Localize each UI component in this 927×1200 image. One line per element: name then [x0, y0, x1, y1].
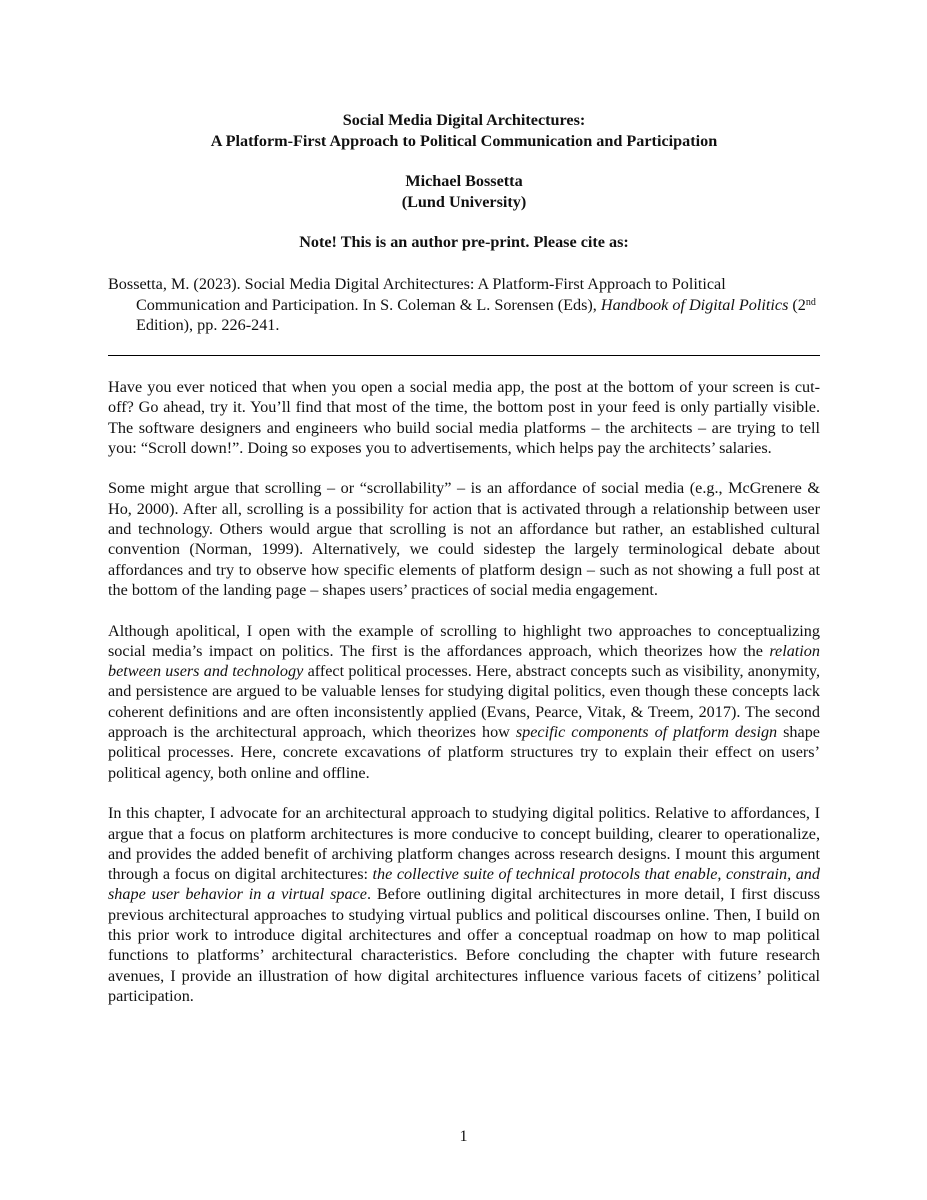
citation-edition: (2	[792, 295, 806, 314]
citation-book-title: Handbook of Digital Politics	[600, 295, 789, 314]
paragraph-4	[108, 803, 820, 1006]
paragraph-4-text-a: In this chapter, I advocate for an architectural approach to studying digital politics. Relative to affordances, I argue that a focus on platform architectures is more conducive to concept building, clearer to operationalize, and provides the added benefit of archiving platform changes across research designs. I mount this argument through a focus on digital architectures:	[108, 804, 820, 884]
paragraph-3-emphasis-1: relation between users and technology	[108, 641, 820, 681]
paragraph-3-text-c: shape political processes. Here, concrete excavations of platform structures try to explain their effect on users’ political agency, both online and offline.	[108, 723, 820, 782]
paper-title-line-2: A Platform-First Approach to Political Communication and Participation	[210, 131, 718, 150]
paragraph-3-emphasis-2: specific components of platform design	[515, 723, 778, 742]
author-affiliation: (Lund University)	[401, 192, 527, 211]
body-text	[108, 377, 820, 1027]
page-number: 1	[459, 1127, 468, 1145]
paragraph-4-text-b: . Before outlining digital architectures in more detail, I first discuss previous architectural approaches to studying virtual publics and political discourses online. Then, I build on this prior work to introduce digital architectures and offer a conceptual roadmap on how to map political functions to platforms’ architectural characteristics. Before concluding the chapter with future research avenues, I provide an illustration of how digital architectures influence various facets of citizens’ political participation.	[108, 885, 821, 1005]
citation-text: Bossetta, M. (2023). Social Media Digital Architectures: A Platform-First Approach to Political Communication and Participation. In S. Coleman & L. Sorensen (Eds),	[108, 275, 726, 314]
citation-edition-superscript: nd	[805, 296, 816, 308]
paragraph-1: Have you ever noticed that when you open a social media app, the post at the bottom of your screen is cut-off? Go ahead, try it. You’ll find that most of the time, the bottom post in your feed is only partially visible. The software designers and engineers who build social media platforms – the architects – are trying to tell you: “Scroll down!”. Doing so exposes you to advertisements, which helps pay the architects’ salaries.	[108, 378, 820, 457]
citation-pages: Edition), pp. 226-241.	[136, 316, 280, 334]
paragraph-3-text-a: Although apolitical, I open with the example of scrolling to highlight two approaches to conceptualizing social media’s impact on politics. The first is the affordances approach, which theorizes how the	[108, 621, 820, 660]
paragraph-3-text-b: affect political processes. Here, abstract concepts such as visibility, anonymity, and persistence are argued to be valuable lenses for studying digital politics, even though these concepts lack coherent definitions and are often inconsistently applied (Evans, Pearce, Vitak, & Treem, 2017). The second approach is the architectural approach, which theorizes how	[108, 662, 821, 742]
title-block	[108, 110, 820, 253]
horizontal-divider	[108, 355, 820, 356]
preprint-note: Note! This is an author pre-print. Please cite as:	[299, 233, 629, 251]
paragraph-2: Some might argue that scrolling – or “scrollability” – is an affordance of social media (e.g., McGrenere & Ho, 2000). After all, scrolling is a possibility for action that is activated through a relationship between user and technology. Others would argue that scrolling is not an affordance but rather, an established cultural convention (Norman, 1999). Alternatively, we could sidestep the largely terminological debate about affordances and try to observe how specific elements of platform design – such as not showing a full post at the bottom of the landing page – shapes users’ practices of social media engagement.	[108, 479, 820, 599]
paragraph-4-emphasis: the collective suite of technical protocols that enable, constrain, and shape user behavior in a virtual space	[108, 865, 820, 904]
paragraph-3	[108, 621, 820, 783]
author-name: Michael Bossetta	[405, 172, 523, 190]
citation-reference	[108, 274, 820, 336]
paper-title-line-1: Social Media Digital Architectures:	[342, 111, 586, 129]
